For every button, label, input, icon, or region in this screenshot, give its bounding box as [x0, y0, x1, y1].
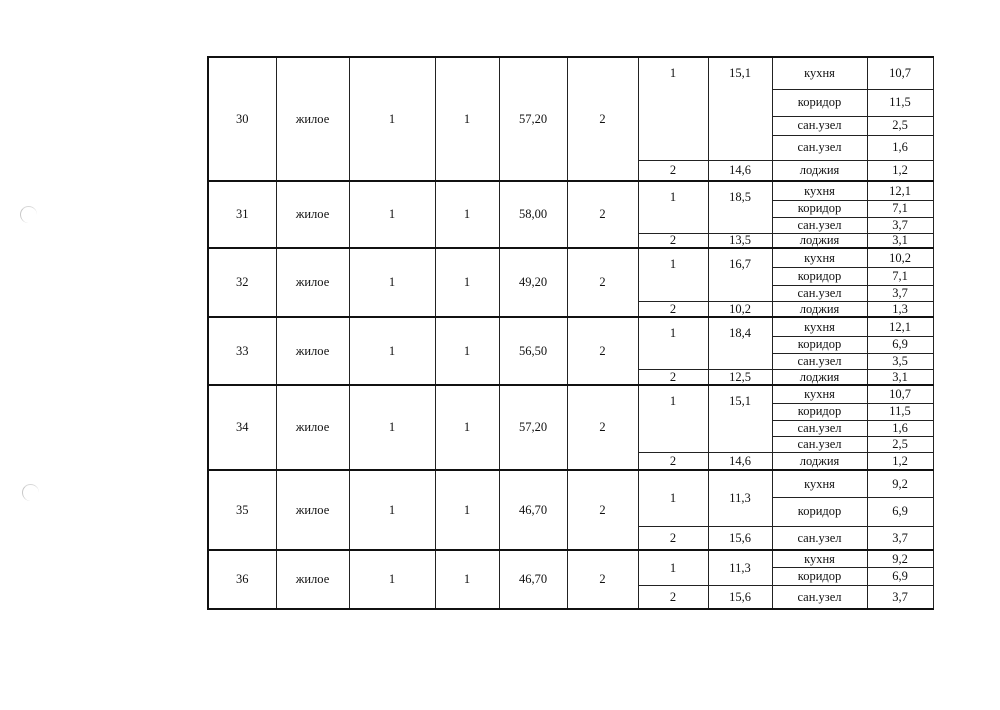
level-living-area-cell: 12,5 [708, 369, 772, 385]
level-number-cell: 2 [638, 452, 708, 470]
room-name-cell: коридор [772, 567, 867, 585]
room-name-cell: сан.узел [772, 116, 867, 135]
room-area-cell: 1,6 [867, 420, 933, 436]
unit-number-cell: 31 [208, 181, 276, 248]
unit-rooms-count-cell: 2 [567, 550, 638, 609]
room-name-cell: сан.узел [772, 585, 867, 609]
unit-type-cell: жилое [276, 317, 349, 385]
level-living-area-cell: 11,3 [708, 470, 772, 526]
level-living-area-cell: 16,7 [708, 248, 772, 301]
room-name-cell: лоджия [772, 233, 867, 248]
unit-col3-cell: 1 [349, 248, 435, 317]
room-area-cell: 7,1 [867, 200, 933, 217]
unit-col4-cell: 1 [435, 317, 499, 385]
level-number-cell: 1 [638, 248, 708, 301]
room-name-cell: лоджия [772, 160, 867, 181]
unit-number-cell: 30 [208, 57, 276, 181]
unit-rooms-count-cell: 2 [567, 181, 638, 248]
level-number-cell: 1 [638, 470, 708, 526]
room-name-cell: кухня [772, 248, 867, 267]
unit-col4-cell: 1 [435, 248, 499, 317]
room-name-cell: лоджия [772, 301, 867, 317]
room-name-cell: коридор [772, 403, 867, 420]
level-number-cell: 1 [638, 385, 708, 452]
level-living-area-cell: 13,5 [708, 233, 772, 248]
unit-col3-cell: 1 [349, 550, 435, 609]
level-number-cell: 1 [638, 317, 708, 369]
level-living-area-cell: 15,6 [708, 585, 772, 609]
room-area-cell: 11,5 [867, 89, 933, 116]
room-area-cell: 6,9 [867, 497, 933, 526]
level-number-cell: 1 [638, 550, 708, 585]
room-name-cell: коридор [772, 497, 867, 526]
level-number-cell: 2 [638, 233, 708, 248]
unit-col4-cell: 1 [435, 550, 499, 609]
level-living-area-cell: 18,4 [708, 317, 772, 369]
room-area-cell: 11,5 [867, 403, 933, 420]
unit-number-cell: 32 [208, 248, 276, 317]
room-area-cell: 3,7 [867, 217, 933, 233]
room-name-cell: лоджия [772, 452, 867, 470]
level-number-cell: 2 [638, 301, 708, 317]
table-row [208, 57, 933, 89]
room-area-cell: 1,2 [867, 452, 933, 470]
room-area-cell: 6,9 [867, 336, 933, 353]
unit-rooms-count-cell: 2 [567, 317, 638, 385]
unit-total-area-cell: 46,70 [499, 550, 567, 609]
level-living-area-cell: 15,1 [708, 57, 772, 160]
unit-number-cell: 33 [208, 317, 276, 385]
unit-type-cell: жилое [276, 181, 349, 248]
level-living-area-cell: 14,6 [708, 452, 772, 470]
room-area-cell: 1,6 [867, 135, 933, 160]
level-living-area-cell: 18,5 [708, 181, 772, 233]
punch-hole-mark [22, 484, 39, 501]
table-row [208, 470, 933, 497]
unit-number-cell: 36 [208, 550, 276, 609]
room-area-cell: 3,1 [867, 233, 933, 248]
room-area-cell: 7,1 [867, 267, 933, 285]
unit-rooms-count-cell: 2 [567, 248, 638, 317]
unit-type-cell: жилое [276, 248, 349, 317]
punch-hole-mark [20, 206, 37, 223]
level-number-cell: 1 [638, 181, 708, 233]
room-area-cell: 12,1 [867, 181, 933, 200]
room-area-cell: 9,2 [867, 550, 933, 567]
room-area-cell: 1,2 [867, 160, 933, 181]
room-name-cell: кухня [772, 57, 867, 89]
room-area-cell: 10,2 [867, 248, 933, 267]
room-name-cell: кухня [772, 385, 867, 403]
unit-col3-cell: 1 [349, 385, 435, 470]
room-name-cell: кухня [772, 470, 867, 497]
room-name-cell: сан.узел [772, 436, 867, 452]
room-area-cell: 2,5 [867, 116, 933, 135]
unit-col3-cell: 1 [349, 181, 435, 248]
unit-number-cell: 34 [208, 385, 276, 470]
unit-total-area-cell: 58,00 [499, 181, 567, 248]
room-name-cell: кухня [772, 317, 867, 336]
room-name-cell: сан.узел [772, 353, 867, 369]
room-name-cell: коридор [772, 267, 867, 285]
room-area-cell: 1,3 [867, 301, 933, 317]
level-number-cell: 2 [638, 369, 708, 385]
room-area-cell: 12,1 [867, 317, 933, 336]
room-name-cell: сан.узел [772, 217, 867, 233]
room-name-cell: сан.узел [772, 420, 867, 436]
room-name-cell: лоджия [772, 369, 867, 385]
room-name-cell: кухня [772, 181, 867, 200]
unit-col4-cell: 1 [435, 470, 499, 550]
level-living-area-cell: 15,6 [708, 526, 772, 550]
unit-col4-cell: 1 [435, 385, 499, 470]
unit-col3-cell: 1 [349, 317, 435, 385]
unit-type-cell: жилое [276, 470, 349, 550]
level-number-cell: 2 [638, 526, 708, 550]
unit-total-area-cell: 57,20 [499, 385, 567, 470]
level-living-area-cell: 14,6 [708, 160, 772, 181]
level-number-cell: 2 [638, 160, 708, 181]
unit-col3-cell: 1 [349, 57, 435, 181]
level-number-cell: 1 [638, 57, 708, 160]
level-living-area-cell: 10,2 [708, 301, 772, 317]
unit-total-area-cell: 49,20 [499, 248, 567, 317]
apartment-explication-table [207, 56, 934, 610]
room-area-cell: 3,1 [867, 369, 933, 385]
room-area-cell: 3,7 [867, 585, 933, 609]
unit-total-area-cell: 56,50 [499, 317, 567, 385]
level-living-area-cell: 15,1 [708, 385, 772, 452]
unit-rooms-count-cell: 2 [567, 385, 638, 470]
room-name-cell: сан.узел [772, 285, 867, 301]
unit-col4-cell: 1 [435, 181, 499, 248]
unit-rooms-count-cell: 2 [567, 470, 638, 550]
unit-number-cell: 35 [208, 470, 276, 550]
table-row [208, 550, 933, 567]
room-area-cell: 2,5 [867, 436, 933, 452]
unit-type-cell: жилое [276, 57, 349, 181]
table-row [208, 181, 933, 200]
room-name-cell: коридор [772, 200, 867, 217]
unit-type-cell: жилое [276, 550, 349, 609]
room-area-cell: 9,2 [867, 470, 933, 497]
room-name-cell: коридор [772, 89, 867, 116]
unit-type-cell: жилое [276, 385, 349, 470]
level-living-area-cell: 11,3 [708, 550, 772, 585]
room-area-cell: 10,7 [867, 385, 933, 403]
room-name-cell: коридор [772, 336, 867, 353]
table-row [208, 317, 933, 336]
room-area-cell: 6,9 [867, 567, 933, 585]
unit-rooms-count-cell: 2 [567, 57, 638, 181]
room-name-cell: сан.узел [772, 526, 867, 550]
room-area-cell: 3,7 [867, 285, 933, 301]
unit-col4-cell: 1 [435, 57, 499, 181]
room-area-cell: 3,5 [867, 353, 933, 369]
room-area-cell: 10,7 [867, 57, 933, 89]
unit-total-area-cell: 57,20 [499, 57, 567, 181]
room-name-cell: кухня [772, 550, 867, 567]
table-row [208, 385, 933, 403]
room-name-cell: сан.узел [772, 135, 867, 160]
room-area-cell: 3,7 [867, 526, 933, 550]
level-number-cell: 2 [638, 585, 708, 609]
unit-total-area-cell: 46,70 [499, 470, 567, 550]
unit-col3-cell: 1 [349, 470, 435, 550]
table-row [208, 248, 933, 267]
